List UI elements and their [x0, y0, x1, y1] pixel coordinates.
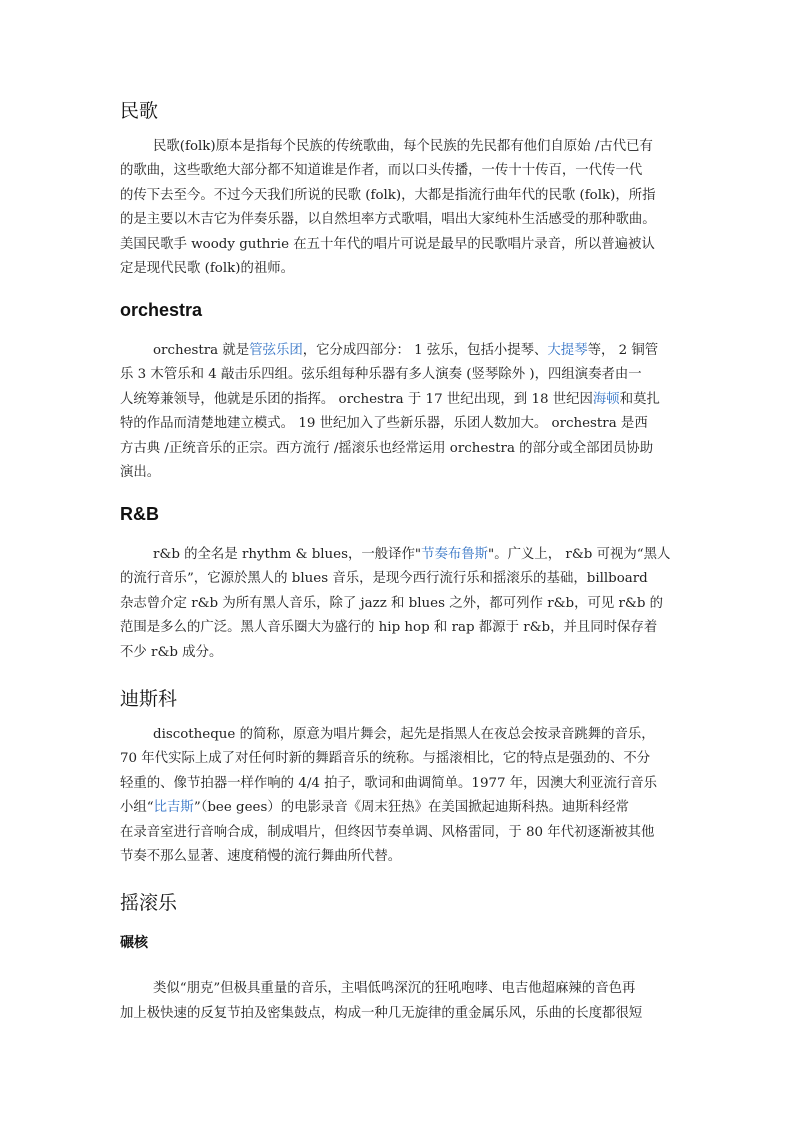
- link-cello[interactable]: 大提琴: [547, 343, 588, 358]
- link-bee-gees[interactable]: 比吉斯: [153, 800, 194, 815]
- disco-line-1: discotheque 的简称，原意为唱片舞会，起先是指黑人在夜总会按录音跳舞的音乐，: [153, 727, 655, 742]
- orchestra-line-6: 演出。: [120, 465, 161, 480]
- orchestra-text: orchestra 就是: [153, 343, 250, 358]
- orchestra-text: 和莫扎: [619, 392, 660, 407]
- link-orchestra-band[interactable]: 管弦乐团: [249, 343, 303, 358]
- orchestra-line-3: [120, 391, 660, 409]
- disco-line-3: 轻重的、像节拍器一样作响的 4/4 拍子，歌词和曲调简单。1977 年，因澳大利亚流行音乐: [120, 776, 658, 791]
- rnb-line-5: 不少 r&b 成分。: [120, 645, 223, 660]
- orchestra-line-5: 方古典 /正统音乐的正宗。西方流行 /摇滚乐也经常运用 orchestra 的部分或全部团员协助: [120, 441, 654, 456]
- folk-line-5: 美国民歌手 woody guthrie 在五十年代的唱片可说是最早的民歌唱片录音，所以普遍被认: [120, 237, 655, 252]
- disco-line-6: 节奏不那么显著、速度稍慢的流行舞曲所代替。: [120, 849, 402, 864]
- rock-line-1: 类似“朋克”但极具重量的音乐，主唱低鸣深沉的狂吼咆哮、电吉他超麻辣的音色再: [153, 981, 636, 996]
- folk-line-1: 民歌(folk)原本是指每个民族的传统歌曲，每个民族的先民都有他们自原始 /古代已有: [153, 139, 653, 154]
- link-haydn[interactable]: 海顿: [592, 392, 620, 407]
- subheading-grindcore: 碾核: [120, 935, 148, 951]
- orchestra-text: ，它分成四部分： 1 弦乐，包括小提琴、: [302, 343, 548, 358]
- disco-line-2: 70 年代实际上成了对任何时新的舞蹈音乐的统称。与摇滚相比，它的特点是强劲的、不分: [120, 751, 651, 766]
- disco-text: ”（bee gees）的电影录音《周末狂热》在美国掀起迪斯科热。迪斯科经常: [193, 800, 629, 815]
- folk-line-3: 的传下去至今。不过今天我们所说的民歌 (folk)，大都是指流行曲年代的民歌 (folk)，所指: [120, 188, 656, 203]
- disco-line-5: 在录音室进行音响合成，制成唱片，但终因节奏单调、风格雷同，于 80 年代初逐渐被其他: [120, 825, 655, 840]
- heading-disco: 迪斯科: [120, 688, 178, 710]
- disco-text: 小组“: [120, 800, 154, 815]
- rnb-line-2: 的流行音乐”，它源於黑人的 blues 音乐，是现今西行流行乐和摇滚乐的基础，billboard: [120, 571, 648, 586]
- disco-line-4: [120, 799, 629, 817]
- rnb-line-3: 杂志曾介定 r&b 为所有黑人音乐，除了 jazz 和 blues 之外，都可列作 r&b，可见 r&b 的: [120, 596, 664, 611]
- rnb-text: r&b 的全名是 rhythm & blues，一般译作": [153, 547, 422, 562]
- folk-line-4: 的是主要以木吉它为伴奏乐器，以自然坦率方式歌唱，唱出大家纯朴生活感受的那种歌曲。: [120, 212, 656, 227]
- folk-line-2: 的歌曲，这些歌绝大部分都不知道谁是作者，而以口头传播，一传十十传百，一代传一代: [120, 163, 643, 178]
- heading-orchestra: orchestra: [120, 300, 203, 320]
- orchestra-line-4: 特的作品而清楚地建立模式。 19 世纪加入了些新乐器，乐团人数加大。 orchestra 是西: [120, 416, 648, 431]
- rnb-line-4: 范围是多么的广泛。黑人音乐圈大为盛行的 hip hop 和 rap 都源于 r&b，并且同时保存着: [120, 620, 658, 635]
- rnb-text: "。广义上， r&b 可视为“黑人: [488, 547, 671, 562]
- orchestra-text: 等， 2 铜管: [587, 343, 659, 358]
- rock-line-2: 加上极快速的反复节拍及密集鼓点，构成一种几无旋律的重金属乐风，乐曲的长度都很短: [120, 1006, 643, 1021]
- heading-rock: 摇滚乐: [120, 892, 178, 914]
- folk-line-6: 定是现代民歌 (folk)的祖师。: [120, 261, 295, 276]
- link-rhythm-blues[interactable]: 节奏布鲁斯: [421, 547, 489, 562]
- orchestra-line-2: 乐 3 木管乐和 4 敲击乐四组。弦乐组每种乐器有多人演奏 (竖琴除外 )，四组演奏者由一: [120, 367, 642, 382]
- orchestra-line-1: [153, 342, 658, 360]
- heading-folk: 民歌: [120, 100, 159, 122]
- heading-rnb: R&B: [120, 504, 159, 524]
- rnb-line-1: [153, 546, 670, 564]
- orchestra-text: 人统筹兼领导，他就是乐团的指挥。 orchestra 于 17 世纪出现，到 18 世纪因: [120, 392, 593, 407]
